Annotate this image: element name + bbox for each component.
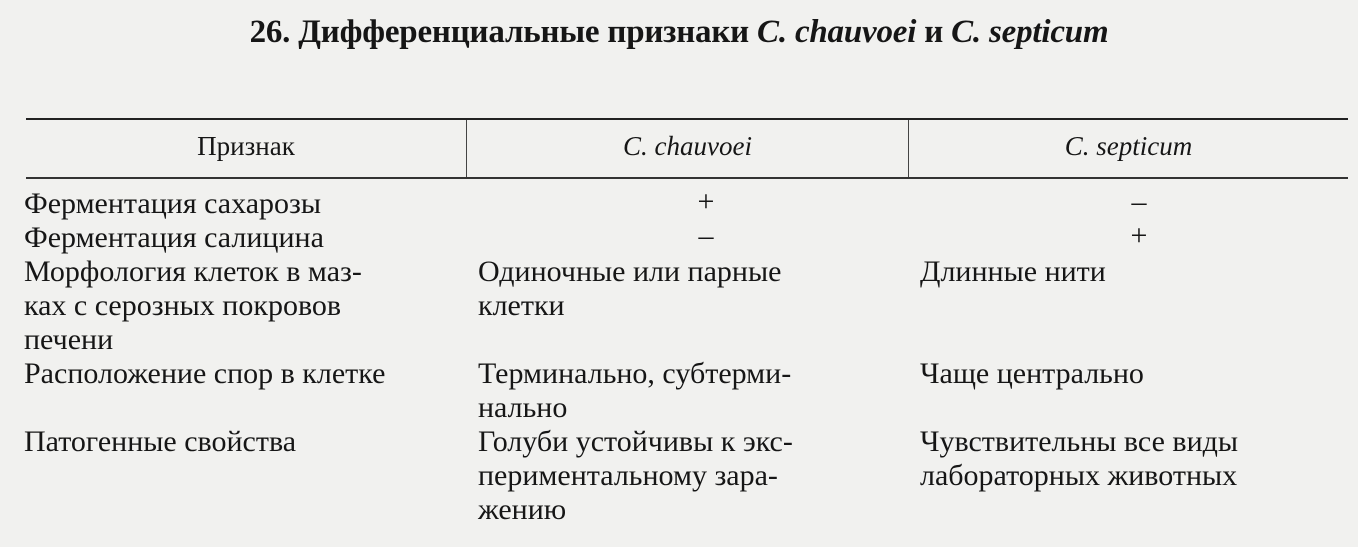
header-chauvoei: C. chauvoei	[623, 131, 752, 161]
table-title	[0, 14, 1358, 51]
row-4-chauvoei-line-1: Терминально, субтерми-	[478, 357, 792, 390]
title-conjunction: и	[924, 14, 944, 50]
row-3-chauvoei-line-1: Одиночные или парные	[478, 255, 782, 288]
table-title-text: Дифференциальные признаки	[298, 14, 749, 50]
row-3-feature-line-3: печени	[24, 323, 114, 356]
row-5-chauvoei-line-1: Голуби устойчивы к экс-	[478, 425, 793, 458]
row-2-feature: Ферментация салицина	[24, 221, 324, 254]
row-5-chauvoei-line-2: периментальному зара-	[478, 459, 778, 492]
row-5-feature: Патогенные свойства	[24, 425, 297, 458]
row-4-feature: Расположение спор в клетке	[24, 357, 386, 390]
row-1-chauvoei-value: +	[697, 185, 715, 218]
row-4-chauvoei-line-2: нально	[478, 391, 568, 424]
header-feature: Признак	[197, 131, 295, 161]
row-2-chauvoei-value: –	[698, 219, 714, 252]
title-species-2: C. septicum	[951, 14, 1109, 50]
row-2-septicum-value: +	[1130, 219, 1148, 252]
table-number: 26.	[249, 14, 291, 50]
row-1-septicum-value: –	[1131, 185, 1147, 218]
row-3-chauvoei-line-2: клетки	[478, 289, 565, 322]
table-top-rule	[26, 118, 1348, 120]
row-5-septicum-line-1: Чувствительны все виды	[920, 425, 1239, 458]
row-5-chauvoei-line-3: жению	[478, 493, 567, 526]
row-3-feature-line-2: ках с серозных покровов	[24, 289, 342, 322]
title-species-1: C. chauvoei	[757, 14, 917, 50]
header-septicum: C. septicum	[1064, 131, 1193, 161]
row-3-feature-line-1: Морфология клеток в маз-	[24, 255, 362, 288]
row-4-septicum-line-1: Чаще центрально	[920, 357, 1144, 390]
table-header-rule	[26, 177, 1348, 179]
row-1-feature: Ферментация сахарозы	[24, 187, 322, 220]
row-5-septicum-line-2: лабораторных животных	[920, 459, 1238, 492]
row-3-septicum-line-1: Длинные нити	[920, 255, 1106, 288]
